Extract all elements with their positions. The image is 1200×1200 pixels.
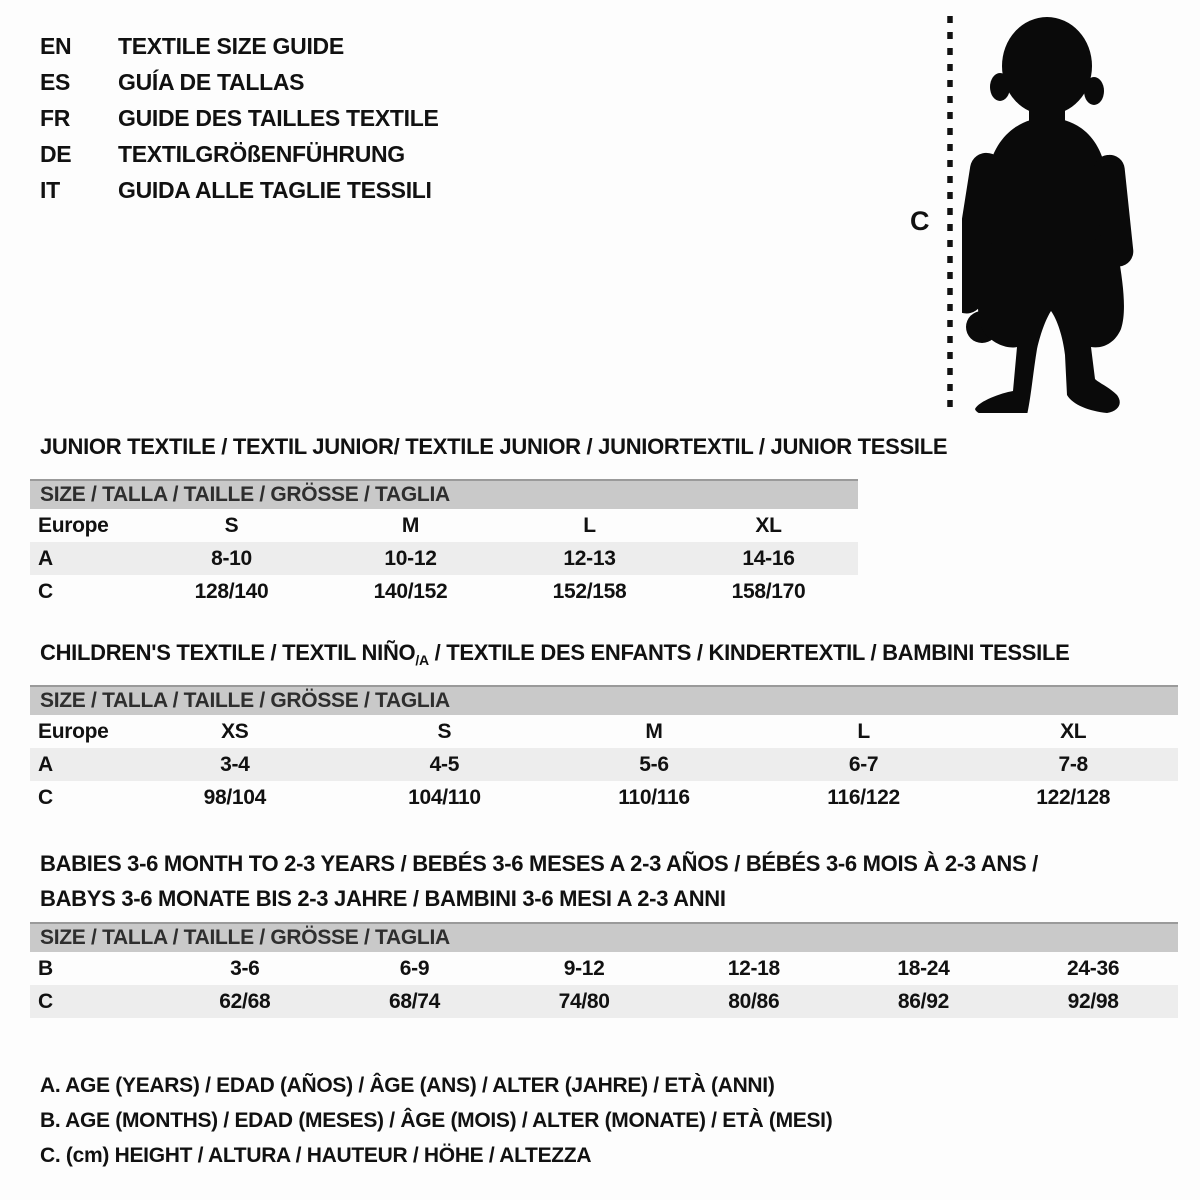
children-title-subscript: /A [415, 652, 429, 668]
table-row-height [30, 575, 858, 608]
height-cell: 98/104 [203, 785, 267, 809]
row-label: A [30, 542, 142, 575]
size-cell: XS [221, 719, 249, 743]
height-cell: 116/122 [827, 785, 900, 809]
size-cell: S [437, 719, 452, 743]
height-dashed-line-icon [946, 16, 954, 416]
language-code: IT [40, 176, 60, 203]
table-header-row [30, 923, 1178, 952]
legend-line-c: C. (cm) HEIGHT / ALTURA / HAUTEUR / HÖHE / ALTEZZA [40, 1144, 592, 1167]
months-cell: 18-24 [897, 956, 950, 980]
language-row [40, 136, 439, 172]
children-size-table [30, 685, 1178, 814]
row-label: C [38, 785, 53, 809]
language-title-list [40, 28, 439, 208]
height-cell: 62/68 [160, 985, 330, 1018]
babies-title-line1: BABIES 3-6 MONTH TO 2-3 YEARS / BEBÉS 3-6 MESES A 2-3 AÑOS / BÉBÉS 3-6 MOIS À 2-3 ANS / [40, 851, 1038, 876]
row-label: B [38, 956, 53, 980]
children-title-rest: / TEXTILE DES ENFANTS / KINDERTEXTIL / BAMBINI TESSILE [428, 640, 1070, 665]
age-cell: 3-4 [130, 748, 340, 781]
height-cell: 80/86 [669, 985, 839, 1018]
size-header-bar: SIZE / TALLA / TAILLE / GRÖSSE / TAGLIA [30, 923, 1178, 952]
babies-section-title [40, 846, 1038, 916]
language-title: GUIDA ALLE TAGLIE TESSILI [118, 176, 432, 203]
height-cell: 140/152 [373, 579, 448, 603]
table-row-europe [30, 715, 1178, 748]
language-code: ES [40, 68, 71, 95]
table-row-months [30, 952, 1178, 985]
table-row-age [30, 748, 1178, 781]
row-label: C [30, 985, 160, 1018]
table-header-row [30, 480, 858, 509]
measure-c-label: C [910, 206, 930, 236]
size-cell: S [224, 513, 239, 537]
months-cell: 3-6 [230, 956, 260, 980]
legend-line-a: A. AGE (YEARS) / EDAD (AÑOS) / ÂGE (ANS) / ALTER (JAHRE) / ETÀ (ANNI) [40, 1074, 775, 1097]
children-section-title [40, 640, 1069, 668]
language-title: TEXTILE SIZE GUIDE [118, 32, 344, 59]
table-row-height [30, 985, 1178, 1018]
language-row [40, 64, 439, 100]
table-row-height [30, 781, 1178, 814]
legend-line-b: B. AGE (MONTHS) / EDAD (MESES) / ÂGE (MOIS) / ALTER (MONATE) / ETÀ (MESI) [40, 1109, 833, 1132]
language-title: GUIDE DES TAILLES TEXTILE [118, 104, 439, 131]
months-cell: 24-36 [1067, 956, 1120, 980]
toddler-silhouette-icon [962, 13, 1134, 413]
size-header-bar: SIZE / TALLA / TAILLE / GRÖSSE / TAGLIA [30, 480, 858, 509]
table-row-age [30, 542, 858, 575]
height-cell: 74/80 [499, 985, 669, 1018]
age-cell: 4-5 [340, 748, 550, 781]
months-cell: 9-12 [563, 956, 605, 980]
height-cell: 104/110 [408, 785, 481, 809]
babies-size-table [30, 922, 1178, 1018]
row-label: A [30, 748, 130, 781]
age-cell: 10-12 [321, 542, 500, 575]
language-row [40, 28, 439, 64]
size-cell: M [401, 513, 420, 537]
height-cell: 122/128 [1036, 785, 1111, 809]
table-header-row [30, 686, 1178, 715]
height-cell: 152/158 [552, 579, 627, 603]
height-cell: 128/140 [194, 579, 269, 603]
size-header-bar: SIZE / TALLA / TAILLE / GRÖSSE / TAGLIA [30, 686, 1178, 715]
language-code: EN [40, 32, 72, 59]
age-cell: 5-6 [549, 748, 759, 781]
height-cell: 110/116 [618, 785, 690, 809]
junior-size-table [30, 479, 858, 608]
size-cell: XL [755, 513, 782, 537]
height-cell: 68/74 [330, 985, 500, 1018]
height-cell: 86/92 [839, 985, 1009, 1018]
size-cell: L [583, 513, 596, 537]
height-cell: 92/98 [1008, 985, 1178, 1018]
language-title: GUÍA DE TALLAS [118, 68, 305, 95]
size-cell: XL [1060, 719, 1087, 743]
size-cell: M [645, 719, 663, 743]
row-label: Europe [38, 513, 109, 537]
children-title-main: CHILDREN'S TEXTILE / TEXTIL NIÑO [40, 640, 416, 665]
babies-title-line2: BABYS 3-6 MONATE BIS 2-3 JAHRE / BAMBINI 3-6 MESI A 2-3 ANNI [40, 886, 726, 911]
months-cell: 12-18 [727, 956, 780, 980]
language-code: FR [40, 104, 71, 131]
language-code: DE [40, 140, 72, 167]
language-row [40, 172, 439, 208]
height-cell: 158/170 [731, 579, 806, 603]
row-label: C [38, 579, 53, 603]
age-cell: 6-7 [759, 748, 969, 781]
months-cell: 6-9 [399, 956, 430, 980]
junior-section-title: JUNIOR TEXTILE / TEXTIL JUNIOR/ TEXTILE JUNIOR / JUNIORTEXTIL / JUNIOR TESSILE [40, 434, 948, 459]
language-row [40, 100, 439, 136]
table-row-europe [30, 509, 858, 542]
age-cell: 8-10 [142, 542, 321, 575]
age-cell: 7-8 [968, 748, 1178, 781]
measure-legend [40, 1068, 832, 1173]
size-cell: L [857, 719, 870, 743]
age-cell: 12-13 [500, 542, 679, 575]
language-title: TEXTILGRÖßENFÜHRUNG [118, 140, 405, 167]
row-label: Europe [38, 719, 109, 743]
age-cell: 14-16 [679, 542, 858, 575]
